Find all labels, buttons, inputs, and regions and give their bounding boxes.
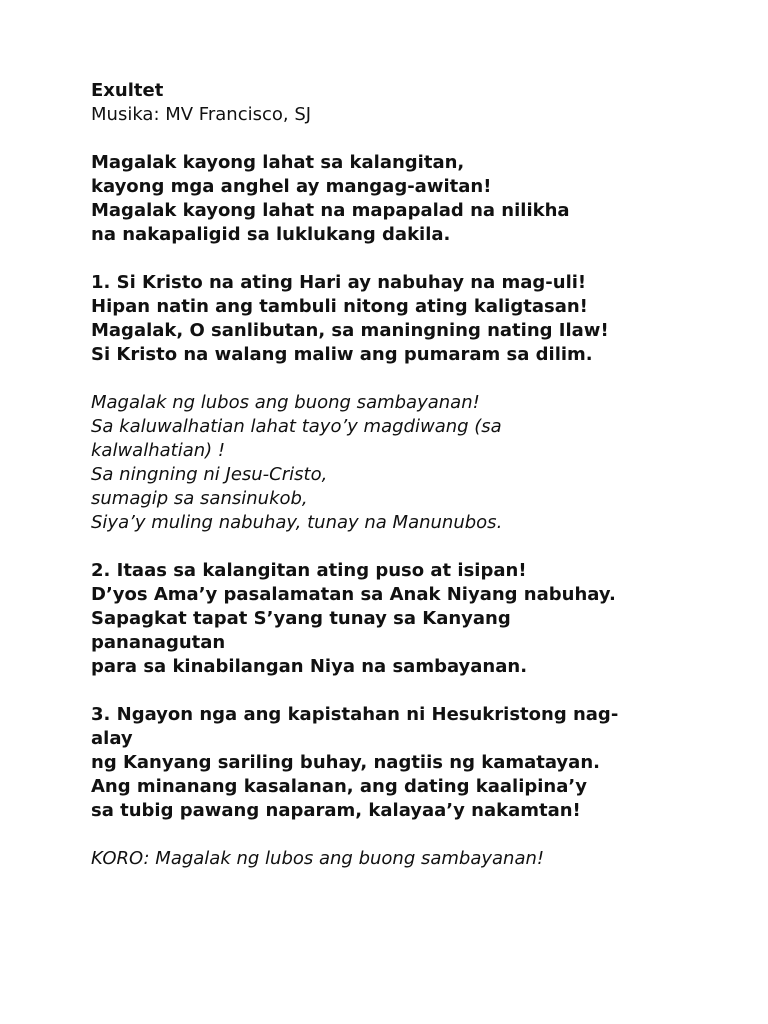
- verse-line: Sapagkat tapat S’yang tunay sa Kanyang: [91, 608, 511, 629]
- intro-stanza: [91, 151, 731, 247]
- intro-line: na nakapaligid sa luklukang dakila.: [91, 224, 451, 245]
- stanza-gap: [91, 247, 731, 271]
- chorus-line: Sa ningning ni Jesu-Cristo,: [91, 464, 328, 485]
- verse-line: Ang minanang kasalanan, ang dating kaalipina’y: [91, 776, 587, 797]
- koro-line: KORO: Magalak ng lubos ang buong sambayanan!: [91, 848, 545, 869]
- intro-line: Magalak kayong lahat na mapapalad na nilikha: [91, 200, 570, 221]
- stanza-gap: [91, 535, 731, 559]
- verse-line: 3. Ngayon nga ang kapistahan ni Hesukristong nag-: [91, 704, 619, 725]
- song-title: Exultet: [91, 80, 164, 101]
- verse-line: alay: [91, 728, 133, 749]
- chorus: [91, 391, 731, 535]
- music-credit: Musika: MV Francisco, SJ: [91, 104, 312, 125]
- chorus-line: sumagip sa sansinukob,: [91, 488, 308, 509]
- verse-line: para sa kinabilangan Niya na sambayanan.: [91, 656, 528, 677]
- verse-line: 1. Si Kristo na ating Hari ay nabuhay na mag-uli!: [91, 272, 587, 293]
- verse-1: [91, 271, 731, 367]
- chorus-line: Siya’y muling nabuhay, tunay na Manunubos.: [91, 512, 503, 533]
- verse-line: 2. Itaas sa kalangitan ating puso at isipan!: [91, 560, 527, 581]
- stanza-gap: [91, 127, 731, 151]
- chorus-line: Sa kaluwalhatian lahat tayo’y magdiwang (sa: [91, 416, 502, 437]
- stanza-gap: [91, 823, 731, 847]
- chorus-line: kalwalhatian) !: [91, 440, 226, 461]
- verse-line: D’yos Ama’y pasalamatan sa Anak Niyang nabuhay.: [91, 584, 616, 605]
- verse-line: sa tubig pawang naparam, kalayaa’y nakamtan!: [91, 800, 581, 821]
- stanza-gap: [91, 679, 731, 703]
- intro-line: kayong mga anghel ay mangag-awitan!: [91, 176, 492, 197]
- verse-line: ng Kanyang sariling buhay, nagtiis ng kamatayan.: [91, 752, 600, 773]
- verse-3: [91, 703, 731, 823]
- verse-2: [91, 559, 731, 679]
- verse-line: Hipan natin ang tambuli nitong ating kaligtasan!: [91, 296, 588, 317]
- verse-line: pananagutan: [91, 632, 226, 653]
- intro-line: Magalak kayong lahat sa kalangitan,: [91, 152, 465, 173]
- stanza-gap: [91, 367, 731, 391]
- verse-line: Magalak, O sanlibutan, sa maningning nating Ilaw!: [91, 320, 609, 341]
- lyrics-document: [91, 79, 731, 871]
- verse-line: Si Kristo na walang maliw ang pumaram sa dilim.: [91, 344, 593, 365]
- chorus-line: Magalak ng lubos ang buong sambayanan!: [91, 392, 480, 413]
